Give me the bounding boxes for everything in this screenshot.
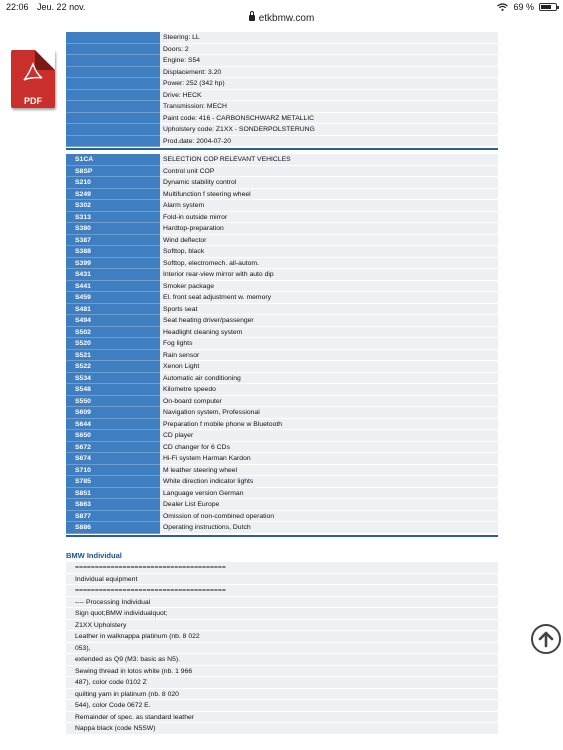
table-row	[66, 315, 498, 327]
option-description: Fold-in outside mirror	[160, 212, 498, 224]
option-code: S522	[66, 361, 160, 373]
option-description: Omission of non-combined operation	[160, 511, 498, 523]
option-description: Language version German	[160, 488, 498, 500]
option-code: S609	[66, 407, 160, 419]
table-row	[66, 384, 498, 396]
option-description: White direction indicator lights	[160, 476, 498, 488]
option-code: S548	[66, 384, 160, 396]
row-label-cell	[66, 113, 160, 125]
detail-value: Transmission: MECH	[160, 101, 498, 113]
option-description: M leather steering wheel	[160, 465, 498, 477]
lock-icon	[249, 15, 255, 21]
individual-line: ======================================	[66, 562, 498, 574]
table-row	[66, 361, 498, 373]
option-description: Smoker package	[160, 281, 498, 293]
individual-line: quilting yarn in platinum (nb. 8 020	[66, 689, 498, 701]
option-code: S387	[66, 235, 160, 247]
option-code: S380	[66, 223, 160, 235]
option-description: Dynamic stability control	[160, 177, 498, 189]
option-description: Xenon Light	[160, 361, 498, 373]
pdf-download-icon[interactable]	[11, 50, 57, 110]
option-code: S851	[66, 488, 160, 500]
pdf-label: PDF	[24, 96, 42, 106]
option-description: Headlight cleaning system	[160, 327, 498, 339]
row-label-cell	[66, 90, 160, 102]
option-description: Hi-Fi system Harman Kardon	[160, 453, 498, 465]
option-description: El. front seat adjustment w. memory	[160, 292, 498, 304]
individual-title: BMW Individual	[66, 551, 122, 560]
option-code: S674	[66, 453, 160, 465]
option-code: S388	[66, 246, 160, 258]
individual-line: ---- Processing Individual	[66, 597, 498, 609]
option-code: S644	[66, 419, 160, 431]
table-row	[66, 212, 498, 224]
table-row	[66, 124, 498, 136]
option-code: S431	[66, 269, 160, 281]
table-row	[66, 511, 498, 523]
option-description: Navigation system, Professional	[160, 407, 498, 419]
option-description: Kilometre speedo	[160, 384, 498, 396]
table-row	[66, 44, 498, 56]
table-row	[66, 499, 498, 511]
option-code: S534	[66, 373, 160, 385]
row-label-cell	[66, 124, 160, 136]
table-row	[66, 154, 498, 166]
detail-value: Engine: S54	[160, 55, 498, 67]
table-row	[66, 177, 498, 189]
individual-line: ======================================	[66, 585, 498, 597]
option-code: S302	[66, 200, 160, 212]
option-description: Operating instructions, Dutch	[160, 522, 498, 534]
table-row	[66, 476, 498, 488]
table-row	[66, 419, 498, 431]
individual-line: 544), color Code 0672 E.	[66, 700, 498, 712]
table-row	[66, 246, 498, 258]
option-description: Rain sensor	[160, 350, 498, 362]
table-row	[66, 292, 498, 304]
table-row	[66, 90, 498, 102]
option-code: S877	[66, 511, 160, 523]
detail-value: Doors: 2	[160, 44, 498, 56]
option-code: S249	[66, 189, 160, 201]
row-label-cell	[66, 32, 160, 44]
option-code: S502	[66, 327, 160, 339]
detail-value: Upholstery code: Z1XX - SONDERPOLSTERUNG	[160, 124, 498, 136]
option-code: S459	[66, 292, 160, 304]
table-row	[66, 430, 498, 442]
table-divider	[66, 535, 498, 537]
table-row	[66, 453, 498, 465]
option-code: S441	[66, 281, 160, 293]
individual-line: extended as Q9 (M3: basic as N5).	[66, 654, 498, 666]
table-row	[66, 488, 498, 500]
detail-value: Steering: LL	[160, 32, 498, 44]
row-label-cell	[66, 136, 160, 148]
individual-line: Z1XX Upholstery	[66, 620, 498, 632]
option-description: Multifunction f steering wheel	[160, 189, 498, 201]
table-row	[66, 113, 498, 125]
detail-value: Displacement: 3.20	[160, 67, 498, 79]
option-code: S550	[66, 396, 160, 408]
detail-value: Power: 252 (342 hp)	[160, 78, 498, 90]
option-code: S886	[66, 522, 160, 534]
option-code: S481	[66, 304, 160, 316]
battery-icon	[539, 3, 557, 11]
table-row	[66, 304, 498, 316]
vehicle-details-table	[66, 32, 498, 147]
status-time: 22:06	[6, 2, 29, 12]
option-code: S521	[66, 350, 160, 362]
table-row	[66, 67, 498, 79]
option-code: S8SP	[66, 166, 160, 178]
option-description: Softtop, electromech. all-autom.	[160, 258, 498, 270]
detail-value: Prod.date: 2004-07-20	[160, 136, 498, 148]
option-description: Preparation f mobile phone w Bluetooth	[160, 419, 498, 431]
table-row	[66, 373, 498, 385]
option-code: S313	[66, 212, 160, 224]
table-row	[66, 55, 498, 67]
individual-line: Sewing thread in lotos white (nb. 1 966	[66, 666, 498, 678]
address-bar[interactable]	[0, 13, 563, 27]
option-code: S785	[66, 476, 160, 488]
table-row	[66, 522, 498, 534]
table-row	[66, 136, 498, 148]
detail-value: Drive: HECK	[160, 90, 498, 102]
table-row	[66, 396, 498, 408]
option-description: On-board computer	[160, 396, 498, 408]
option-code: S672	[66, 442, 160, 454]
option-description: Sports seat	[160, 304, 498, 316]
table-row	[66, 465, 498, 477]
individual-line: Individual equipment	[66, 574, 498, 586]
table-row	[66, 350, 498, 362]
option-description: Dealer List Europe	[160, 499, 498, 511]
wifi-icon	[497, 3, 508, 11]
table-row	[66, 200, 498, 212]
table-row	[66, 269, 498, 281]
options-table	[66, 154, 498, 534]
option-description: CD player	[160, 430, 498, 442]
option-code: S520	[66, 338, 160, 350]
arrow-up-icon	[536, 629, 556, 649]
status-date: Jeu. 22 nov.	[37, 2, 86, 12]
option-description: Hardtop-preparation	[160, 223, 498, 235]
table-row	[66, 78, 498, 90]
option-description: CD changer for 6 CDs	[160, 442, 498, 454]
option-code: S710	[66, 465, 160, 477]
row-label-cell	[66, 67, 160, 79]
acrobat-icon	[21, 62, 45, 86]
individual-line: Nappa black (code N5SW)	[66, 723, 498, 735]
table-row	[66, 235, 498, 247]
table-row	[66, 327, 498, 339]
option-code: S399	[66, 258, 160, 270]
table-row	[66, 32, 498, 44]
scroll-top-button[interactable]	[531, 624, 561, 654]
option-description: Control unit COP	[160, 166, 498, 178]
table-row	[66, 338, 498, 350]
individual-table	[66, 562, 498, 735]
table-row	[66, 166, 498, 178]
option-code: S494	[66, 315, 160, 327]
row-label-cell	[66, 101, 160, 113]
option-description: Automatic air conditioning	[160, 373, 498, 385]
table-row	[66, 101, 498, 113]
option-code: S210	[66, 177, 160, 189]
option-description: Softtop, black	[160, 246, 498, 258]
option-description: Seat heating driver/passenger	[160, 315, 498, 327]
table-row	[66, 281, 498, 293]
option-code: S863	[66, 499, 160, 511]
status-bar	[0, 0, 563, 14]
battery-percent: 69 %	[513, 2, 534, 12]
table-row	[66, 223, 498, 235]
detail-value: Paint code: 416 - CARBONSCHWARZ METALLIC	[160, 113, 498, 125]
table-row	[66, 407, 498, 419]
option-description: Alarm system	[160, 200, 498, 212]
individual-line: 487), color code 0102 Z	[66, 677, 498, 689]
option-description: Interior rear-view mirror with auto dip	[160, 269, 498, 281]
table-divider	[66, 148, 498, 150]
table-row	[66, 189, 498, 201]
individual-line: Sign quot;BMW individualquot;	[66, 608, 498, 620]
individual-line: 053),	[66, 643, 498, 655]
individual-line: Leather in walknappa platinum (nb. 8 022	[66, 631, 498, 643]
url-text: etkbmw.com	[258, 13, 315, 24]
row-label-cell	[66, 44, 160, 56]
row-label-cell	[66, 55, 160, 67]
option-description: SELECTION COP RELEVANT VEHICLES	[160, 154, 498, 166]
table-row	[66, 442, 498, 454]
option-code: S650	[66, 430, 160, 442]
row-label-cell	[66, 78, 160, 90]
individual-line: Remainder of spec. as standard leather	[66, 712, 498, 724]
option-description: Wind deflector	[160, 235, 498, 247]
option-code: S1CA	[66, 154, 160, 166]
option-description: Fog lights	[160, 338, 498, 350]
table-row	[66, 258, 498, 270]
